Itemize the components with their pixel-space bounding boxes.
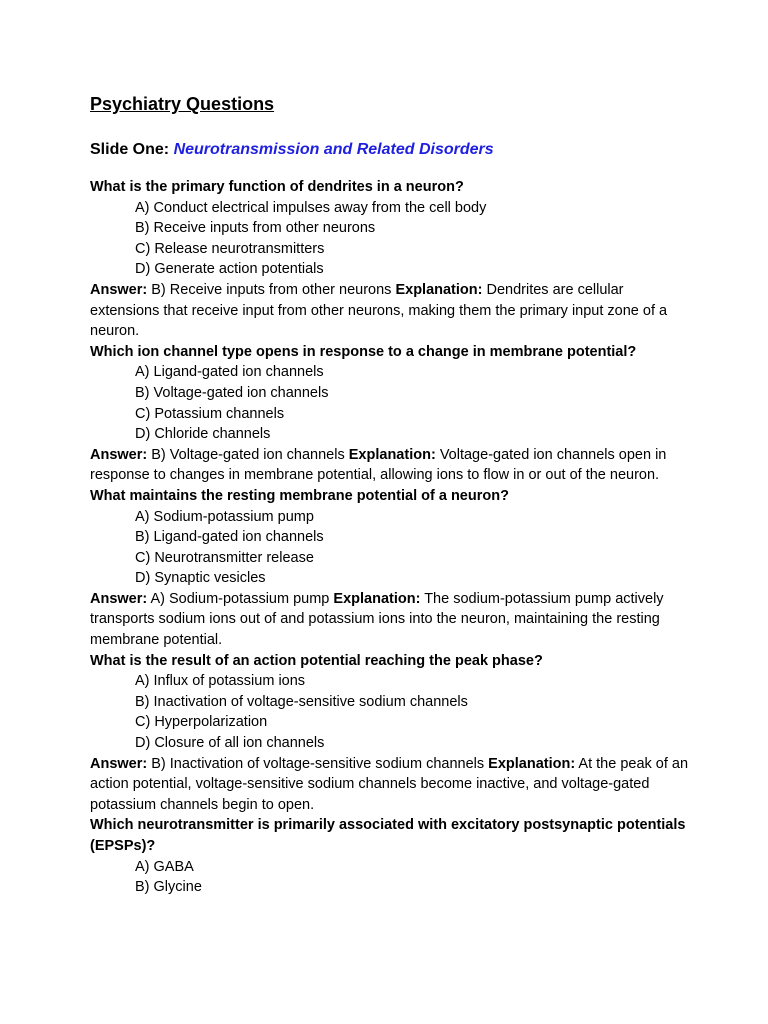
explanation-label: Explanation: [333, 590, 421, 607]
question-text: What is the result of an action potential reaching the peak phase? [90, 652, 543, 669]
answer-explanation [90, 754, 690, 816]
answer-option: A) Ligand-gated ion channels [135, 364, 324, 381]
question-item [90, 815, 690, 897]
answer-option: D) Chloride channels [135, 426, 271, 443]
answer-option: A) GABA [135, 858, 194, 875]
answer-value: B) Receive inputs from other neurons [151, 281, 392, 298]
explanation-label: Explanation: [395, 281, 483, 298]
answer-label: Answer: [90, 446, 148, 463]
document-page [90, 92, 690, 898]
answer-value: B) Inactivation of voltage-sensitive sodium channels [151, 755, 485, 772]
document-title: Psychiatry Questions [90, 94, 275, 114]
answer-option: D) Generate action potentials [135, 261, 324, 278]
question-text: What is the primary function of dendrites in a neuron? [90, 179, 464, 195]
explanation-text: The sodium-potassium pump actively transports sodium ions out of and potassium ions into the neuron, maintaining the resting membrane potential. [90, 590, 664, 649]
question-text: Which ion channel type opens in response to a change in membrane potential? [90, 343, 637, 360]
answer-option: D) Closure of all ion channels [135, 735, 325, 752]
question-text: Which neurotransmitter is primarily associated with excitatory postsynaptic potentials (EPSPs)? [90, 817, 686, 854]
answer-option: B) Glycine [135, 879, 202, 896]
answer-option: C) Potassium channels [135, 405, 285, 422]
slide-heading [90, 139, 690, 161]
question-item [90, 486, 690, 651]
explanation-label: Explanation: [348, 446, 436, 463]
answer-option: C) Release neurotransmitters [135, 240, 325, 257]
slide-label: Slide One: [90, 141, 170, 158]
explanation-text: At the peak of an action potential, voltage-sensitive sodium channels become inactive, and voltage-gated potassium channels begin to open. [90, 755, 689, 813]
answer-explanation [90, 280, 690, 342]
answer-value: A) Sodium-potassium pump [150, 590, 330, 607]
answer-option: A) Sodium-potassium pump [135, 508, 314, 525]
answer-option: B) Inactivation of voltage-sensitive sodium channels [135, 693, 468, 710]
answer-explanation [90, 589, 690, 651]
answer-option: A) Influx of potassium ions [135, 673, 306, 690]
answer-label: Answer: [90, 281, 148, 298]
answer-option: B) Receive inputs from other neurons [135, 220, 376, 237]
question-item [90, 651, 690, 816]
question-list [90, 177, 690, 898]
answer-value: B) Voltage-gated ion channels [151, 446, 345, 463]
slide-topic: Neurotransmission and Related Disorders [173, 141, 494, 158]
answer-label: Answer: [90, 755, 148, 772]
explanation-label: Explanation: [488, 755, 576, 772]
answer-option: A) Conduct electrical impulses away from the cell body [135, 199, 487, 216]
question-item [90, 342, 690, 486]
explanation-text: Dendrites are cellular extensions that receive input from other neurons, making them the primary input zone of a neuron. [90, 281, 668, 340]
answer-option: B) Ligand-gated ion channels [135, 529, 324, 546]
question-item [90, 177, 690, 342]
answer-option: C) Hyperpolarization [135, 714, 268, 731]
answer-option: D) Synaptic vesicles [135, 570, 266, 587]
answer-option: C) Neurotransmitter release [135, 549, 314, 566]
question-text: What maintains the resting membrane potential of a neuron? [90, 487, 509, 504]
answer-explanation [90, 445, 690, 486]
answer-option: B) Voltage-gated ion channels [135, 384, 329, 401]
answer-label: Answer: [90, 590, 148, 607]
explanation-text: Voltage-gated ion channels open in response to changes in membrane potential, allowing ions to flow in or out of the neuron. [90, 446, 667, 484]
